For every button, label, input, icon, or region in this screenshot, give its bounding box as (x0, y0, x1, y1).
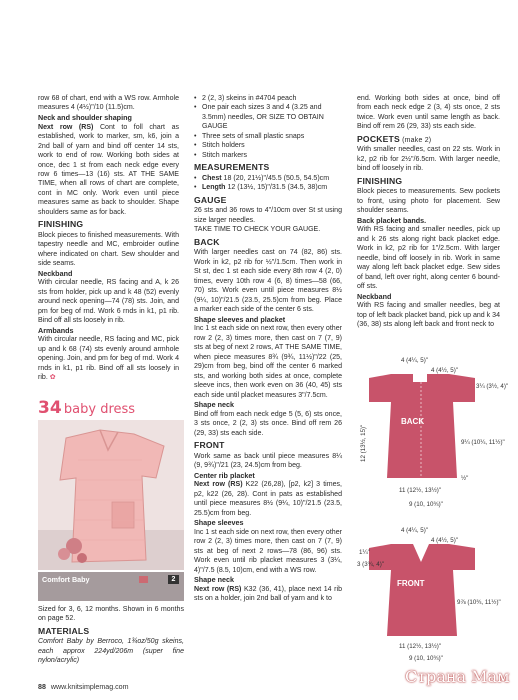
section-heading: FINISHING (38, 219, 84, 230)
dim-label: ½" (461, 475, 469, 482)
list-item (194, 183, 342, 192)
measurements-list (194, 174, 342, 193)
back-schematic (357, 352, 509, 515)
paragraph-text: K22 (26,28), [p2, k2] 3 times, p2, k22 (26, 28). Cont in pats as established until piece measures 8½ (9¼, 10)"/21.5 (23.5, 25.5)cm from beg. (194, 481, 342, 517)
section-heading: GAUGE (194, 194, 227, 205)
materials-text (38, 637, 184, 665)
section-heading: MEASUREMENTS (194, 162, 270, 173)
paragraph: With circular needle, RS facing and A, k 26 sts from holder, pick up and k 48 (52) evenly around neck opening—74 (78) sts. Join, and pm for beg of rnd. Work 6 rnds in k1, p1 rib. Bind off all sts loosely in rib. (38, 279, 179, 325)
sizes-and-materials (38, 605, 184, 666)
dim-label: 9 (10, 10¾)" (409, 501, 443, 508)
section-heading: Armbands (38, 325, 74, 335)
front-schematic (357, 522, 502, 665)
paragraph: TAKE TIME TO CHECK YOUR GAUGE. (194, 226, 321, 234)
page-footer (38, 683, 129, 693)
paragraph: With smaller needles, cast on 22 sts. Work in k2, p2 rib for 2½"/6.5cm. With larger needle, bind off loosely in rib. (357, 146, 500, 173)
yarn-label: Comfort Baby (42, 575, 90, 584)
list-item: • Stitch markers (194, 151, 342, 160)
paragraph: Work same as back until piece measures 8¼ (9, 9¾)"/21 (23, 24.5)cm from beg. (194, 452, 342, 470)
site-url: www.knitsimplemag.com (50, 683, 129, 691)
column-middle (194, 94, 342, 604)
section-heading: Neckband (38, 268, 73, 278)
column-right (357, 94, 500, 330)
section-heading: BACK (194, 236, 220, 247)
section-heading: Shape neck (194, 575, 234, 585)
pattern-number: 34 (38, 398, 62, 418)
yarn-swatch (139, 576, 148, 583)
row-lead: Next row (RS) (194, 481, 243, 489)
measure-value: 18 (20, 21½)"/45.5 (50.5, 54.5)cm (221, 174, 330, 182)
paragraph: Inc 1 st each side on next row, then every other row 2 (2, 3) times more, then cast on 7 (7, 9) sts at beg of next 2 rows, AT THE SAME TIME, when piece measures 8¾ (9¾, 11½)"/22 (25, 29)cm from beg, bind off the center 6 marked sts, and working both sides at once, complete sleeve incs, then work even on 36 (40, 45) sts each side until placket measures 3"/7.5cm. (194, 325, 342, 399)
pattern-title (38, 397, 135, 420)
measure-label: Length (202, 184, 226, 192)
weight-badge: 2 (168, 575, 179, 584)
section-heading: MATERIALS (38, 625, 90, 636)
section-heading: Center rib placket (194, 470, 255, 480)
section-heading (357, 134, 500, 146)
paragraph: Block pieces to finished measurements. With tapestry needle and MC, embroider outline where indicated on chart. Sew shoulder and side seams. (38, 231, 179, 268)
pattern-name: baby dress (63, 402, 136, 417)
paragraph-text: K32 (36, 41), place next 14 rib sts on a holder, join 2nd ball of yarn and k to (194, 585, 342, 603)
back-diagram (357, 352, 509, 512)
dim-label: 9¼ (10¼, 11½)" (461, 439, 505, 446)
dim-label: 11 (12½, 13½)" (399, 643, 441, 650)
list-item: • Three sets of small plastic snaps (194, 132, 342, 141)
heading-text: POCKETS (357, 133, 400, 144)
section-heading: Shape neck (194, 399, 234, 409)
list-item: • One pair each sizes 3 and 4 (3.25 and 3.5mm) needles, OR SIZE TO OBTAIN GAUGE (194, 103, 342, 131)
section-heading: Shape sleeves and placket (194, 314, 286, 324)
paragraph (38, 123, 179, 218)
paragraph: Block pieces to measurements. Sew pockets to front, using photo for placement. Sew shoulder seams. (357, 188, 500, 215)
dim-label: 3 (3¾, 4)" (357, 561, 384, 568)
section-heading: Neck and shoulder shaping (38, 112, 132, 122)
paragraph (38, 335, 179, 382)
paragraph: With larger needles cast on 74 (82, 86) sts. Work in k2, p2 rib for ½"/1.5cm. Then work in St st, dec 1 st each side every 8th row 4 (2, 0) times, every 10th row 4 (6, 8) times—58 (66, 70) sts. Work even until piece measures 8½ (9¼, 10)"/21.5 (23.5, 25.5)cm from beg. Place a marker each side of the center 6 sts. (194, 249, 342, 314)
measure-label: Chest (202, 174, 222, 182)
section-heading: Neckband (357, 291, 392, 301)
paragraph: With RS facing and smaller needles, pick up and k 26 sts along right back placket edge. Work in k2, p2 rib for 1"/2.5cm. With larger needle, bind off loosely in rib. Work in same way along left back placket edge. Sew sides of band, left over right, along center 6 bound-off sts. (357, 226, 500, 291)
heading-note: (make 2) (399, 136, 432, 144)
section-heading: FRONT (194, 440, 225, 451)
list-item (194, 174, 342, 183)
dim-label: 9⅞ (10¾, 11½)" (457, 599, 501, 606)
list-item: • Stitch holders (194, 141, 342, 150)
dress-illustration (38, 420, 184, 570)
paragraph (194, 480, 342, 518)
yarn-bar (38, 572, 184, 601)
watermark: Страна Мам (405, 667, 510, 686)
paragraph: row 68 of chart, end with a WS row. Armhole measures 4 (4½)"/10 (11.5)cm. (38, 95, 179, 112)
diagram-label: BACK (401, 417, 425, 426)
end-mark-icon: ✿ (49, 374, 56, 382)
paragraph (194, 585, 342, 604)
paragraph: Inc 1 st each side on next row, then every other row 2 (2, 3) times more, then cast on 7 (7, 9) sts at beg of next 2 rows—78 (86, 96) sts. Work even until rib placket measures 3 (3¼, 4)"/7.5 (8.5, 10)cm, end with a WS row. (194, 528, 342, 574)
dim-label: 4 (4½, 5)" (431, 537, 458, 544)
materials-body: Comfort Baby by Berroco, 1¾oz/50g skeins, each approx 224yd/206m (super fine nylon/acrylic) (38, 638, 184, 665)
list-item: • 2 (2, 3) skeins in #4704 peach (194, 94, 342, 103)
section-heading: Back placket bands. (357, 215, 427, 225)
dim-label: 4 (4¼, 5)" (401, 357, 428, 364)
dim-label: 1¼" (359, 549, 370, 556)
section-heading: Shape sleeves (194, 518, 244, 528)
paragraph: end. Working both sides at once, bind off from each neck edge 2 (3, 4) sts once, 2 sts twice. Work even until same length as back. Bind off rem 26 (29, 33) sts each side. (357, 95, 500, 131)
dim-label: 4 (4¼, 5)" (401, 527, 428, 534)
front-diagram (357, 522, 502, 662)
measure-value: 12 (13½, 15)"/31.5 (34.5, 38)cm (225, 184, 328, 192)
row-lead: Next row (RS) (194, 585, 242, 593)
section-heading: FINISHING (357, 175, 403, 186)
dress-photo (38, 420, 184, 570)
paragraph: With RS facing and smaller needles, beg at top of left back placket band, pick up and k 34 (36, 38) sts along left back and front neck to (357, 302, 500, 329)
paragraph: Bind off from each neck edge 5 (5, 6) sts once, 3 sts once, 2 (2, 3) sts once. Bind off rem 26 (29, 33) sts each side. (194, 410, 342, 437)
materials-list (194, 94, 342, 160)
dim-label: 9 (10, 10¾)" (409, 655, 443, 662)
diagram-label: FRONT (397, 579, 425, 588)
row-lead: Next row (RS) (38, 123, 94, 131)
paragraph: 26 sts and 36 rows to 4"/10cm over St st using size larger needles. (194, 207, 342, 224)
sizes-text: Sized for 3, 6, 12 months. Shown in 6 months on page 52. (38, 606, 184, 623)
dim-label: 11 (12½, 13½)" (399, 487, 441, 494)
dim-label: 4 (4½, 5)" (431, 367, 458, 374)
page-number: 88 (38, 683, 46, 691)
paragraph-text: Cont to foll chart as established, work to marker, sm, k6, join a 2nd ball of yarn and bind off center 14 sts, work to end of row. Working both sides at once, dec 1 st from each neck edge every row 6 times—13 (16) sts. AT THE SAME TIME, when all rows of chart are complete, cont in MC only. Work even until piece measures same as back to shoulder. Shape shoulders same as for back. (38, 123, 180, 216)
dim-label: 3¼ (3½, 4)" (476, 383, 509, 390)
dim-label: 12 (13½, 15)" (360, 424, 367, 462)
column-left (38, 94, 179, 383)
paragraph-text: With circular needle, RS facing and MC, pick up and k 68 (74) sts evenly around armhole opening. Join, and pm for beg of rnd. Work 4 rnds in k1, p1 rib. Bind off all sts loosely in rib. (38, 336, 179, 382)
